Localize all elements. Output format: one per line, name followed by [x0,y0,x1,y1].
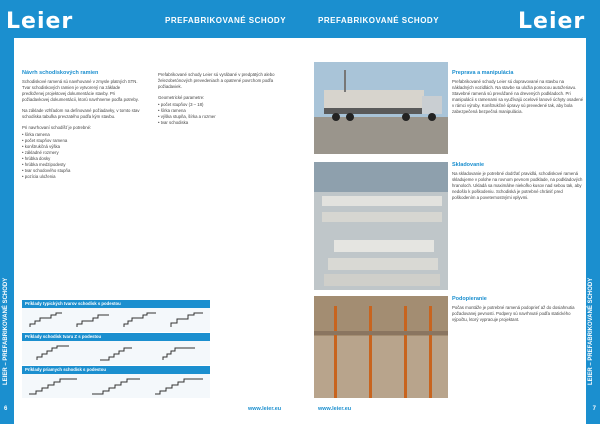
brand-logo: Leier [518,9,586,34]
list-item: • šírka ramena [158,108,278,114]
list-item: • tvar schodového stupňa [22,168,140,174]
page-number: 6 [4,406,8,412]
stair-diagram [28,377,78,395]
support-photo [314,296,448,398]
paragraph: Počas montáže je potrebné ramená podoprieť až do dosiahnutia požadovanej pevnosti. Podpery sú navrhnuté podľa statického výpočtu, ktorý vypracuje projektant. [452,305,575,322]
stair-diagrams [22,341,210,365]
stair-diagram [162,345,196,361]
section-heading: Skladovanie [452,162,485,168]
paragraph: Prefabrikované schody Leier sú dopravované na stavbu na nákladných vozidlách. Na stavbe sa uložia pomocou autožeriavu. Stavebné ramená sú prevážané na drevených podkladoch. Pri manipulácii s ramenami sa využívajú ocelové lanové úchyty osadené v rámci výroby. Konštrukčné úpravy sú prevedené tak, aby bola zabezpečená bezpečná manipulácia. [452,79,584,114]
list-intro: Geometrické parametre: [158,95,205,100]
list-item: • tvar schodiska [158,120,278,126]
list-item: • počet stupňov (3 – 18) [158,102,278,108]
page-number: 7 [592,406,596,412]
website-link[interactable]: www.leier.eu [318,406,352,412]
stair-row-title: Príklady typických tvarov schodísk s podestou [22,300,210,308]
side-band-label: LEIER – PREFABRIKOVANÉ SCHODY [3,277,9,385]
stair-examples [22,300,210,399]
page-title: PREFABRIKOVANÉ SCHODY [165,16,287,25]
section-heading: Preprava a manipulácia [452,70,514,76]
paragraph: Na skladovanie je potrebné dodržať pravidlá, schodiskové ramená skladujeme v polohe na rovnom pevnom podklade, na podkladových hranoloch. Ukladá sa maximálne niekoľko kusov nad sebou tak, aby nedošlo k poškodeniu. Schodiská je potrebné chrániť pred poškodením a poveternostnými vplyvmi. [452,171,583,200]
stair-row [22,366,210,398]
list-item: • šírka ramena [22,132,140,138]
stair-diagram [91,377,141,395]
support-image [314,296,448,398]
bullet-list [158,102,278,126]
brand-logo: Leier [6,9,74,34]
section-support [452,296,584,328]
storage-image [314,162,448,290]
stair-diagram [170,312,204,328]
stair-diagram [99,345,133,361]
stair-diagram [154,377,204,395]
section-storage [452,162,584,206]
stair-row-title: Príklady schodísk tvaru Z s podestou [22,333,210,341]
list-item: • základné rozmery [22,150,140,156]
section-transport [452,70,584,120]
stair-diagram [29,312,63,328]
stair-row-title: Príklady priamych schodísk s podestou [22,366,210,374]
truck-photo [314,62,448,154]
stair-diagram [76,312,110,328]
text-column-1 [22,70,140,185]
list-item: • konštrukčná výška [22,144,140,150]
list-intro: Pri navrhovaní schodíšť je potrebné: [22,125,92,130]
storage-photo [314,162,448,290]
right-page [300,0,600,424]
paragraph: Na základe vzhľadom na definované požiadavky, v tomto stav schodíska tabuľka prevzatého podľa kým stavbu. [22,108,140,119]
stair-diagrams [22,374,210,398]
paragraph: Prefabrikované schody Leier sú vyrábané v predpätých alebo železobetónových prevedeniach a opatrené povrchom podľa požiadaviek. [158,72,275,89]
list-item: • počet stupňov ramena [22,138,140,144]
bullet-list [22,132,140,180]
section-heading: Návrh schodiskových ramien [22,70,99,76]
side-band-label: LEIER – PREFABRIKOVANÉ SCHODY [588,277,594,385]
stair-diagram [123,312,157,328]
list-item: • pozícia uloženia [22,174,140,180]
truck-image [314,62,448,154]
website-link[interactable]: www.leier.eu [248,406,282,412]
section-heading: Podopieranie [452,296,487,302]
stair-row [22,333,210,365]
stair-diagrams [22,308,210,332]
text-column-2 [158,72,278,131]
paragraph: Schodiskové ramená sú navrhované v zmysle platných STN. Tvar schodiskových ramien je vytvorený na základe predloženej projektovej dokumentácie stavby. Pri požiadavkovej dokumentácii, ktorú navrhneme podľa potreby. [22,79,139,102]
list-item: • hrúbka medzipodesty [22,162,140,168]
list-item: • hrúbka dosky [22,156,140,162]
stair-row [22,300,210,332]
list-item: • výška stupňa, šírka a rozmer [158,114,278,120]
page-title: PREFABRIKOVANÉ SCHODY [318,16,440,25]
stair-diagram [36,345,70,361]
